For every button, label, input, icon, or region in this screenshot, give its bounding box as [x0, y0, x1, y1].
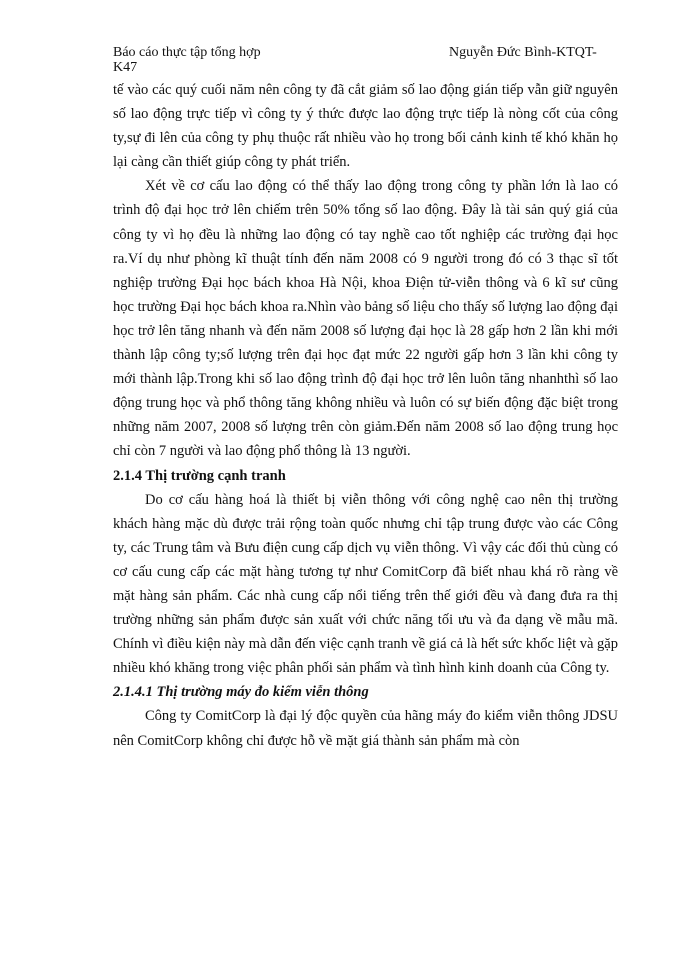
header-author: Nguyễn Đức Bình-KTQT-: [449, 45, 597, 60]
paragraph-competition: Do cơ cấu hàng hoá là thiết bị viễn thông với công nghệ cao nên thị trường khách hàng mặc dù được trải rộng toàn quốc nhưng chỉ tập trung được vào các Công ty, các Trung tâm và Bưu điện cung cấp dịch vụ viễn thông. Vì vậy các đối thủ cùng có cơ cấu cung cấp các mặt hàng tương tự như ComitCorp đã biết nhau khá rõ ràng về mặt hàng sản phẩm. Các nhà cung cấp nổi tiếng trên thế giới đều và đang đưa ra thị trường những sản phẩm được sản xuất với chức năng tối ưu và đa dạng về mẫu mã. Chính vì điều kiện này mà dẫn đến việc cạnh tranh về giá cả là hết sức khốc liệt và gặp nhiều khó khăng trong việc phân phối sản phẩm và tình hình kinh doanh của Công ty.: [113, 491, 618, 677]
section-heading-competition: 2.1.4 Thị trường cạnh tranh: [113, 467, 286, 484]
subsection-heading-measurement-market: 2.1.4.1 Thị trường máy đo kiểm viễn thông: [113, 684, 369, 701]
header-author-continued: K47: [113, 60, 138, 75]
paragraph-labour-continuation: tế vào các quý cuối năm nên công ty đã cắt giảm số lao động gián tiếp vẫn giữ nguyên số lao động trực tiếp vì công ty ý thức được lao động trực tiếp là nòng cốt của công ty,sự đi lên của công ty phụ thuộc rất nhiều vào họ trong bối cảnh kinh tế khó khăn họ lại càng cần thiết giúp công ty phát triển.: [113, 82, 618, 171]
document-body: [113, 78, 618, 753]
header-title: Báo cáo thực tập tổng hợp: [113, 45, 261, 60]
paragraph-measurement-market: Công ty ComitCorp là đại lý độc quyền của hãng máy đo kiểm viễn thông JDSU nên ComitCorp không chỉ được hỗ về mặt giá thành sản phẩm mà còn: [113, 708, 618, 749]
paragraph-labour-structure: Xét về cơ cấu lao động có thể thấy lao động trong công ty phần lớn là lao có trình độ đại học trở lên chiếm trên 50% tổng số lao động. Đây là tài sản quý giá của công ty vì họ đều là những lao động có tay nghề cao tốt nghiệp các trường đại học ra.Ví dụ như phòng kĩ thuật tính đến năm 2008 có 9 người trong đó có 3 thạc sĩ tốt nghiệp trường Đại học bách khoa Hà Nội, khoa Điện tử-viễn thông và 6 kĩ sư cũng học trường Đại học bách khoa ra.Nhìn vào bảng số liệu cho thấy số lượng lao động đại học trở lên tăng nhanh và đến năm 2008 số lượng đại học là 28 gấp hơn 2 lần khi mới thành lập công ty;số lượng trên đại học đạt mức 22 người gấp hơn 3 lần khi công ty mới thành lập.Trong khi số lao động trình độ đại học trở lên luôn tăng nhanhthì số lao động trung học và phổ thông tăng không nhiều và luôn có sự biến động đặc biệt trong những năm 2007, 2008 số lượng trên còn giảm.Đến năm 2008 số lao động trung học chỉ còn 7 người và lao động phổ thông là 13 người.: [113, 178, 618, 460]
